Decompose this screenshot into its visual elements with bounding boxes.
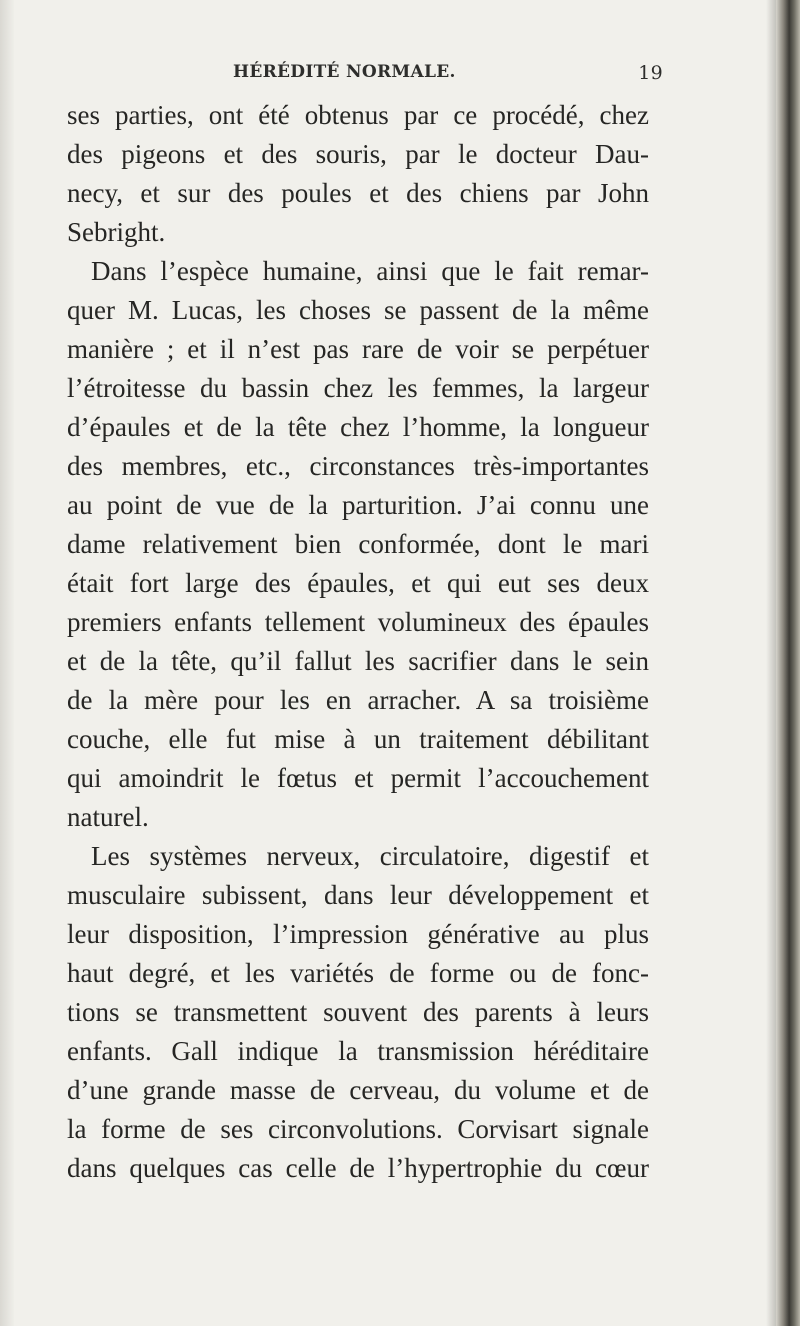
text-line: était fort large des épaules, et qui eut ses deux	[67, 568, 649, 598]
text-line: naturel.	[67, 802, 149, 832]
text-line: et de la tête, qu’il fallut les sacrifier dans le sein	[67, 646, 649, 676]
text-line: de la mère pour les en arracher. A sa troisième	[67, 685, 649, 715]
text-line: Sebright.	[67, 217, 166, 247]
gutter-shadow	[0, 0, 14, 1326]
text-line: dame relativement bien conformée, dont le mari	[67, 529, 649, 559]
text-line: musculaire subissent, dans leur développement et	[67, 880, 649, 910]
page-edge	[776, 0, 800, 1326]
text-line: quer M. Lucas, les choses se passent de la même	[67, 295, 649, 325]
text-line: au point de vue de la parturition. J’ai connu une	[67, 490, 649, 520]
text-line: enfants. Gall indique la transmission héréditaire	[67, 1036, 649, 1066]
text-line: couche, elle fut mise à un traitement débilitant	[67, 724, 649, 754]
page-number: 19	[638, 62, 663, 84]
text-line: des pigeons et des souris, par le docteur Dau-	[67, 139, 649, 169]
page-edge-shadow	[766, 0, 776, 1326]
text-line: des membres, etc., circonstances très-importantes	[67, 451, 649, 481]
text-line: l’étroitesse du bassin chez les femmes, la largeur	[67, 373, 649, 403]
text-line: tions se transmettent souvent des parents à leurs	[67, 997, 649, 1027]
text-line: d’une grande masse de cerveau, du volume et de	[67, 1075, 649, 1105]
text-line: dans quelques cas celle de l’hypertrophie du cœur	[67, 1153, 649, 1183]
text-line: ses parties, ont été obtenus par ce procédé, chez	[67, 100, 649, 130]
text-line: la forme de ses circonvolutions. Corvisart signale	[67, 1114, 649, 1144]
text-line: d’épaules et de la tête chez l’homme, la longueur	[67, 412, 649, 442]
text-line: qui amoindrit le fœtus et permit l’accouchement	[67, 763, 649, 793]
text-line: manière ; et il n’est pas rare de voir se perpétuer	[67, 334, 649, 364]
body-text	[67, 96, 649, 1188]
text-line: leur disposition, l’impression générative au plus	[67, 919, 649, 949]
text-line: necy, et sur des poules et des chiens par John	[67, 178, 649, 208]
running-title: HÉRÉDITÉ NORMALE.	[233, 62, 456, 82]
text-line: Dans l’espèce humaine, ainsi que le fait remar-	[91, 256, 649, 286]
text-line: Les systèmes nerveux, circulatoire, digestif et	[91, 841, 649, 871]
page-header	[233, 62, 663, 92]
text-line: premiers enfants tellement volumineux des épaules	[67, 607, 649, 637]
text-line: haut degré, et les variétés de forme ou de fonc-	[67, 958, 649, 988]
